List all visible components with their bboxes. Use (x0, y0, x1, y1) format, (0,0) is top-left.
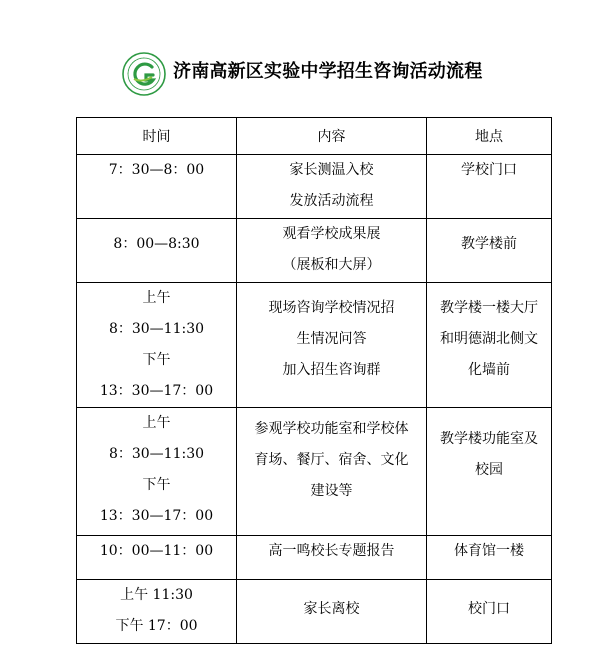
time-cell (77, 283, 237, 408)
place-cell (427, 283, 552, 408)
content-cell (237, 219, 427, 283)
place-line: 校门口 (468, 601, 510, 617)
time-cell (77, 155, 237, 219)
place-line: 体育馆一楼 (454, 543, 524, 559)
content-line: 参观学校功能室和学校体 (254, 421, 409, 437)
time-line: 7：30—8：00 (108, 162, 205, 178)
place-cell (427, 408, 552, 536)
time-cell (77, 580, 237, 644)
content-cell (237, 536, 427, 580)
time-line: 8：00—8:30 (113, 236, 200, 252)
content-line: 建设等 (310, 483, 353, 499)
schedule-table (76, 117, 552, 644)
content-line: 育场、餐厅、宿舍、文化 (254, 452, 409, 468)
time-line: 8：30—11:30 (108, 446, 205, 462)
place-line: 校园 (475, 462, 503, 478)
time-line: 下午 (142, 477, 171, 493)
place-line: 教学楼一楼大厅 (440, 300, 538, 316)
table-row (77, 408, 552, 536)
content-line: 家长测温入校 (289, 162, 374, 178)
content-cell (237, 283, 427, 408)
time-line: 13：30—17：00 (99, 383, 214, 399)
content-cell (237, 408, 427, 536)
place-cell (427, 219, 552, 283)
content-line: 高一鸣校长专题报告 (268, 543, 395, 559)
place-line: 学校门口 (461, 162, 517, 178)
document-title: 济南高新区实验中学招生咨询活动流程 (173, 61, 483, 82)
table-row (77, 536, 552, 580)
table-row (77, 283, 552, 408)
place-line: 教学楼功能室及 (440, 431, 538, 447)
place-cell (427, 536, 552, 580)
content-line: 现场咨询学校情况招 (268, 300, 395, 316)
place-line: 化墙前 (468, 362, 510, 378)
time-cell (77, 536, 237, 580)
header-content: 内容 (237, 118, 427, 155)
content-line: 加入招生咨询群 (282, 362, 381, 378)
time-cell (77, 408, 237, 536)
time-cell (77, 219, 237, 283)
place-line: 和明德湖北侧文 (440, 331, 538, 347)
school-emblem-icon (122, 52, 166, 96)
content-line: 发放活动流程 (289, 193, 374, 209)
time-line: 上午 11:30 (120, 587, 193, 603)
time-line: 下午 17：00 (115, 618, 198, 634)
place-cell (427, 155, 552, 219)
table-row (77, 219, 552, 283)
place-line: 教学楼前 (461, 236, 517, 252)
document-header (0, 44, 600, 100)
time-line: 13：30—17：00 (99, 508, 214, 524)
content-line: 家长离校 (303, 601, 360, 617)
content-line: 生情况问答 (296, 331, 367, 347)
header-place: 地点 (427, 118, 552, 155)
time-line: 上午 (142, 415, 171, 431)
header-time: 时间 (77, 118, 237, 155)
place-cell (427, 580, 552, 644)
content-cell (237, 580, 427, 644)
content-line: （展板和大屏） (282, 257, 381, 273)
time-line: 下午 (142, 352, 171, 368)
time-line: 上午 (142, 290, 171, 306)
content-line: 观看学校成果展 (282, 226, 381, 242)
time-line: 8：30—11:30 (108, 321, 205, 337)
table-row (77, 580, 552, 644)
time-line: 10：00—11：00 (99, 543, 214, 559)
table-header-row (77, 118, 552, 155)
table-row (77, 155, 552, 219)
content-cell (237, 155, 427, 219)
